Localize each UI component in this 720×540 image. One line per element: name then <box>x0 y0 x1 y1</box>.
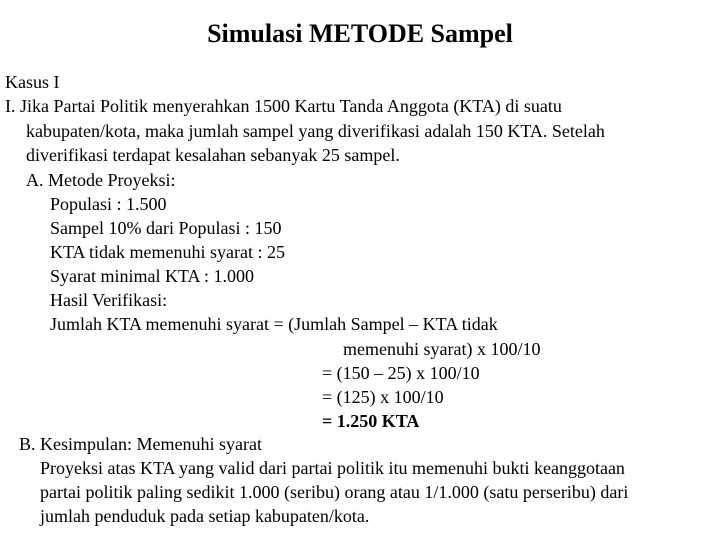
kta-tidak-memenuhi-line: KTA tidak memenuhi syarat : 25 <box>50 242 286 262</box>
formula-continuation: memenuhi syarat) x 100/10 <box>343 339 541 359</box>
calc-step-1: = (150 – 25) x 100/10 <box>322 363 480 383</box>
calc-step-2: = (125) x 100/10 <box>322 387 444 407</box>
page-title: Simulasi METODE Sampel <box>207 19 513 48</box>
case-heading: Kasus I <box>5 72 60 92</box>
conclusion-line-1: Proyeksi atas KTA yang valid dari partai politik itu memenuhi bukti keanggotaan <box>40 458 625 478</box>
section-a-heading: A. Metode Proyeksi: <box>26 170 176 190</box>
sampel-line: Sampel 10% dari Populasi : 150 <box>50 218 282 238</box>
populasi-line: Populasi : 1.500 <box>50 194 167 214</box>
calc-result: = 1.250 KTA <box>322 411 420 431</box>
intro-line-1: I. Jika Partai Politik menyerahkan 1500 Kartu Tanda Anggota (KTA) di suatu <box>5 96 562 116</box>
intro-line-3: diverifikasi terdapat kesalahan sebanyak 25 sampel. <box>26 145 400 165</box>
syarat-minimal-line: Syarat minimal KTA : 1.000 <box>50 266 255 286</box>
conclusion-line-2: partai politik paling sedikit 1.000 (seribu) orang atau 1/1.000 (satu perseribu) dari <box>40 482 629 502</box>
intro-line-2: kabupaten/kota, maka jumlah sampel yang diverifikasi adalah 150 KTA. Setelah <box>26 121 605 141</box>
conclusion-line-3: jumlah penduduk pada setiap kabupaten/kota. <box>40 506 370 526</box>
section-b-heading: B. Kesimpulan: Memenuhi syarat <box>19 434 262 454</box>
formula-line: Jumlah KTA memenuhi syarat = (Jumlah Sampel – KTA tidak <box>50 314 498 334</box>
hasil-verifikasi-line: Hasil Verifikasi: <box>50 290 168 310</box>
